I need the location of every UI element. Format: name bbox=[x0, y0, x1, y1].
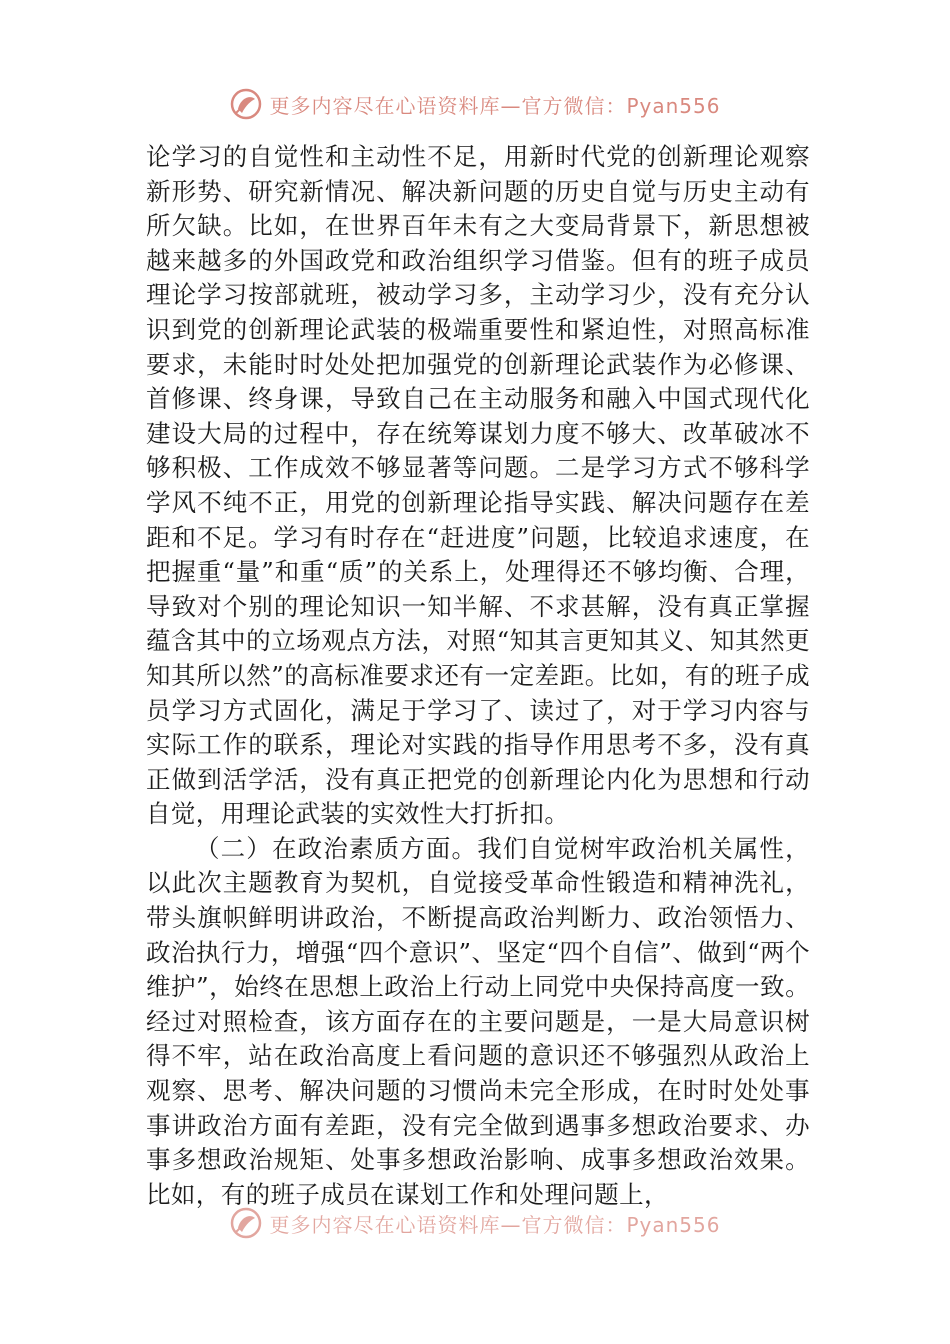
paragraph-continuation: 论学习的自觉性和主动性不足，用新时代党的创新理论观察新形势、研究新情况、解决新问题的历史自觉与历史主动有所欠缺。比如，在世界百年未有之大变局背景下，新思想被越来越多的外国政党和政治组织学习借鉴。但有的班子成员理论学习按部就班，被动学习多，主动学习少，没有充分认识到党的创新理论武装的极端重要性和紧迫性，对照高标准要求，未能时时处处把加强党的创新理论武装作为必修课、首修课、终身课，导致自己在主动服务和融入中国式现代化建设大局的过程中，存在统筹谋划力度不够大、改革破冰不够积极、工作成效不够显著等问题。二是学习方式不够科学学风不纯不正，用党的创新理论指导实践、解决问题存在差距和不足。学习有时存在“赶进度”问题，比较追求速度，在把握重“量”和重“质”的关系上，处理得还不够均衡、合理，导致对个别的理论知识一知半解、不求甚解，没有真正掌握蕴含其中的立场观点方法，对照“知其言更知其义、知其然更知其所以然”的高标准要求还有一定差距。比如，有的班子成员学习方式固化，满足于学习了、读过了，对于学习内容与实际工作的联系，理论对实践的指导作用思考不多，没有真正做到活学活，没有真正把党的创新理论内化为思想和行动自觉，用理论武装的实效性大打折扣。 bbox=[146, 142, 810, 829]
watermark-header bbox=[0, 84, 950, 124]
watermark-text: 更多内容尽在心语资料库—官方微信：Pyan556 bbox=[269, 93, 721, 118]
watermark-footer bbox=[0, 1203, 950, 1243]
document-body bbox=[146, 140, 810, 1212]
watermark-text: 更多内容尽在心语资料库—官方微信：Pyan556 bbox=[269, 1212, 721, 1237]
watermark-logo-icon bbox=[229, 1206, 263, 1240]
watermark-logo-icon bbox=[229, 87, 263, 121]
paragraph-political-quality: （二）在政治素质方面。我们自觉树牢政治机关属性，以此次主题教育为契机，自觉接受革命性锻造和精神洗礼，带头旗帜鲜明讲政治，不断提高政治判断力、政治领悟力、政治执行力，增强“四个意识”、坚定“四个自信”、做到“两个维护”，始终在思想上政治上行动上同党中央保持高度一致。经过对照检查，该方面存在的主要问题是，一是大局意识树得不牢，站在政治高度上看问题的意识还不够强烈从政治上观察、思考、解决问题的习惯尚未完全形成，在时时处处事事讲政治方面有差距，没有完全做到遇事多想政治要求、办事多想政治规矩、处事多想政治影响、成事多想政治效果。比如，有的班子成员在谋划工作和处理问题上， bbox=[146, 833, 810, 1209]
